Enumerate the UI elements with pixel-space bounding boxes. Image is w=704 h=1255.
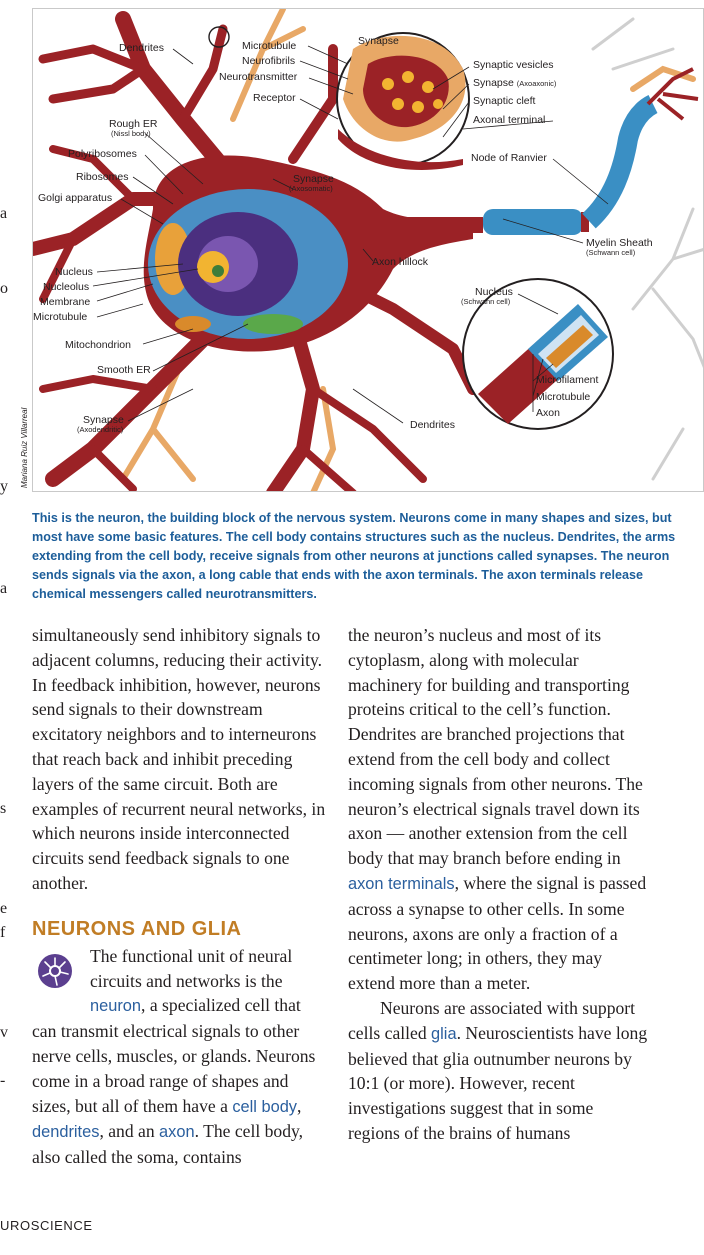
left-column — [32, 623, 328, 1170]
label-smooth-er: Smooth ER — [97, 364, 151, 376]
neuron-badge-icon — [32, 948, 78, 994]
keyword-neuron[interactable]: neuron — [90, 997, 142, 1016]
gutter-fragment: s — [0, 800, 7, 817]
label-neurofibrils: Neurofibrils — [242, 55, 296, 67]
gutter-fragment: y — [0, 478, 8, 495]
keyword-cell-body[interactable]: cell body — [232, 1097, 298, 1116]
gutter-fragment: o — [0, 280, 8, 297]
label-schwann-cell: (Schwann cell) — [586, 248, 636, 257]
nucleolus-shape — [197, 251, 229, 283]
running-footer: UROSCIENCE — [0, 1218, 93, 1233]
right-paragraph-1: the neuron’s nucleus and most of its cytoplasm, along with molecular machinery for building and transporting proteins critical to the cell’s function. Dendrites are branched projections that extend from the cell body and collect incoming signals from other neurons. The neuron’s electrical signals travel down its axon — another extension from the cell body that may branch before ending in axon terminals, where the signal is passed across a synapse to other cells. In some neurons, axons are only a fraction of a centimeter long; in others, they may extend more than a meter. — [348, 625, 647, 994]
mitochondrion-shape — [175, 316, 211, 332]
neuron-diagram — [32, 8, 704, 492]
gutter-fragment: f — [0, 924, 6, 941]
right-paragraph-2: Neurons are associated with support cells called glia. Neuroscientists have long believed that glia outnumber neurons by 10:1 (or more). However, recent investigations suggest that in some regions of the brains of humans — [348, 997, 648, 1143]
label-microfilament: Microfilament — [536, 374, 599, 386]
keyword-dendrites[interactable]: dendrites — [32, 1123, 100, 1142]
right-column — [348, 623, 648, 1146]
gutter-fragment: e — [0, 900, 8, 917]
label-membrane: Membrane — [40, 296, 91, 308]
left-paragraph-2: The functional unit of neural circuits and networks is the neuron, a specialized cell that can transmit electrical signals to other nerve cells, muscles, or glands. Neurons come in a broad range of shapes and sizes, but all of them have a cell body, dendrites, and an axon. The cell body, also called the soma, contains — [32, 945, 316, 1168]
label-axodendritic-sub: (Axodendritic) — [77, 425, 124, 434]
label-synapse-axosomatic: Synapse — [293, 173, 334, 185]
label-node-of-ranvier: Node of Ranvier — [471, 152, 547, 164]
gutter-fragment: a — [0, 205, 8, 222]
label-dendrites-bottom: Dendrites — [410, 419, 455, 431]
label-ribosomes: Ribosomes — [76, 171, 129, 183]
figure-caption: This is the neuron, the building block of the nervous system. Neurons come in many shapes and sizes, but most have some basic features. The cell body contains structures such as the nucleus. Dendrites, the arms extending from the cell body, receive signals from other neurons at junctions called synapses. The neuron sends signals via the axon, a long cable that ends with the axon terminals. The axon terminals release chemical messengers called neurotransmitters. — [32, 511, 676, 601]
label-golgi: Golgi apparatus — [38, 192, 113, 204]
label-rough-er: Rough ER — [109, 118, 158, 130]
label-microtubule-left: Microtubule — [33, 311, 88, 323]
label-axon-hillock: Axon hillock — [372, 256, 429, 268]
label-axon: Axon — [536, 407, 560, 419]
gutter-fragment: - — [0, 1072, 6, 1089]
label-mitochondrion: Mitochondrion — [65, 339, 131, 351]
keyword-axon[interactable]: axon — [159, 1123, 195, 1142]
keyword-axon-terminals[interactable]: axon terminals — [348, 874, 455, 893]
gutter-fragment: a — [0, 580, 8, 597]
label-axonal-terminal: Axonal terminal — [473, 114, 546, 126]
neuron-illustration — [33, 9, 704, 492]
label-polyribosomes: Polyribosomes — [68, 148, 137, 160]
label-nucleus-schwann-sub: (Schwann cell) — [461, 297, 511, 306]
label-nucleolus: Nucleolus — [43, 281, 90, 293]
keyword-glia[interactable]: glia — [431, 1024, 457, 1043]
label-nucleus: Nucleus — [55, 266, 93, 278]
label-synapse-axodendritic: Synapse — [83, 414, 124, 426]
label-dendrites-top: Dendrites — [119, 42, 164, 54]
smooth-er-shape — [243, 314, 303, 334]
nucleolus-core — [212, 265, 224, 277]
label-microtubule-top: Microtubule — [242, 40, 297, 52]
label-receptor: Receptor — [253, 92, 296, 104]
left-paragraph-1: simultaneously send inhibitory signals to adjacent columns, reducing their activity. In feedback inhibition, however, neurons send signals to their downstream excitatory neighbors and to interneurons that reach back and inhibit preceding layers of the same circuit. Both are examples of recurrent neural networks, in which neurons inside interconnected circuits send feedback signals to one another. — [32, 625, 326, 893]
label-synapse-inset: Synapse — [358, 35, 399, 47]
gutter-fragment: v — [0, 1024, 8, 1041]
image-credit — [17, 400, 31, 490]
label-nissl-body: (Nissl body) — [111, 129, 151, 138]
label-axosomatic-sub: (Axosomatic) — [289, 184, 333, 193]
label-synapse-axoaxonic: Synapse (Axoaxonic) — [473, 77, 557, 89]
section-heading: NEURONS AND GLIA — [32, 917, 242, 940]
label-synaptic-cleft: Synaptic cleft — [473, 95, 536, 107]
label-microtubule-inset: Microtubule — [536, 391, 591, 403]
label-neurotransmitter: Neurotransmitter — [219, 71, 298, 83]
credit-text: Mariana Ruiz Villarreal — [20, 407, 29, 488]
label-synaptic-vesicles: Synaptic vesicles — [473, 59, 554, 71]
label-myelin-sheath: Myelin Sheath — [586, 237, 653, 249]
label-nucleus-schwann: Nucleus — [475, 286, 513, 298]
